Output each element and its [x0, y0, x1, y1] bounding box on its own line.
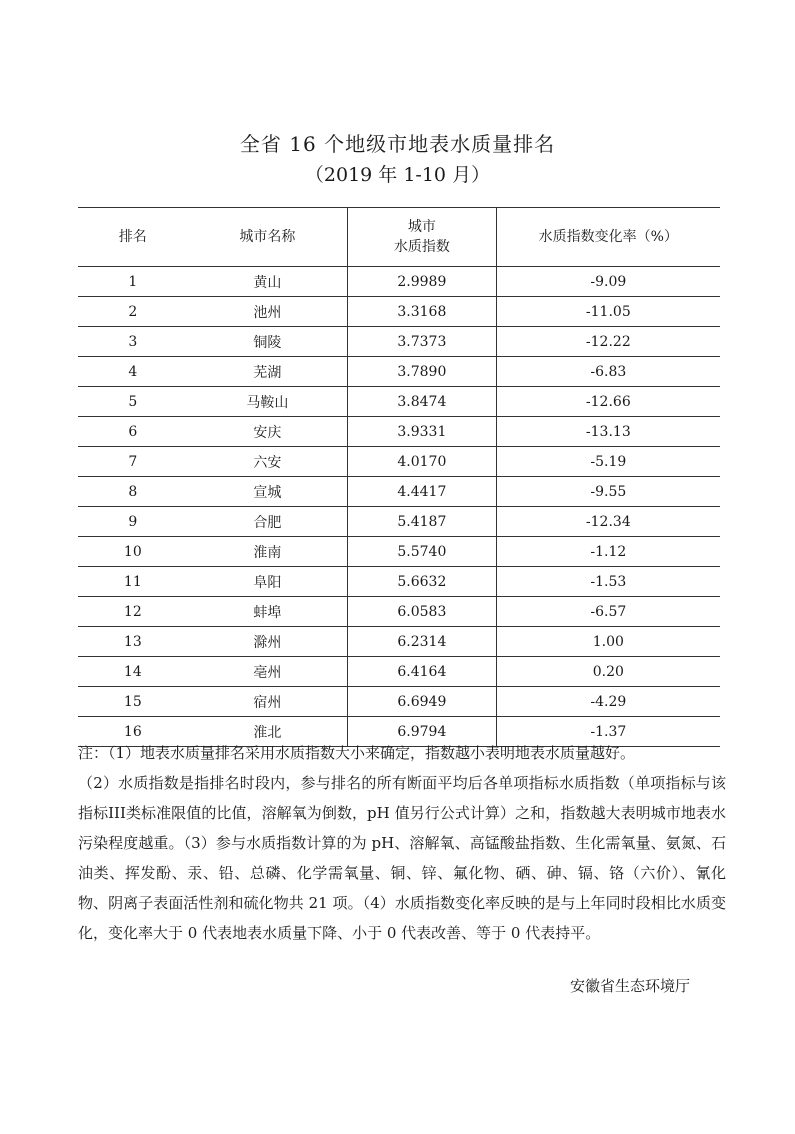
- cell-index: 2.9989: [348, 267, 497, 297]
- cell-rank: 14: [78, 657, 188, 687]
- table-row: [78, 507, 720, 537]
- table-row: [78, 297, 720, 327]
- cell-index: 5.4187: [348, 507, 497, 537]
- cell-rank: 13: [78, 627, 188, 657]
- cell-index: 4.4417: [348, 477, 497, 507]
- table-header-row: [78, 208, 720, 267]
- cell-city: 池州: [188, 297, 348, 327]
- header-index-line2: 水质指数: [393, 239, 450, 255]
- cell-change: -9.55: [496, 477, 720, 507]
- cell-change: -6.83: [496, 357, 720, 387]
- cell-rank: 12: [78, 597, 188, 627]
- cell-change: 0.20: [496, 657, 720, 687]
- cell-index: 3.7373: [348, 327, 497, 357]
- cell-change: -13.13: [496, 417, 720, 447]
- cell-change: 1.00: [496, 627, 720, 657]
- table-row: [78, 267, 720, 297]
- cell-city: 安庆: [188, 417, 348, 447]
- table-row: [78, 537, 720, 567]
- cell-change: -11.05: [496, 297, 720, 327]
- cell-index: 5.6632: [348, 567, 497, 597]
- cell-rank: 1: [78, 267, 188, 297]
- cell-index: 4.0170: [348, 447, 497, 477]
- cell-index: 6.4164: [348, 657, 497, 687]
- header-rank: 排名: [78, 208, 188, 267]
- issuing-department: 安徽省生态环境厅: [569, 977, 690, 995]
- ranking-table: [78, 207, 720, 747]
- cell-change: -12.66: [496, 387, 720, 417]
- cell-index: 3.9331: [348, 417, 497, 447]
- cell-rank: 6: [78, 417, 188, 447]
- cell-city: 亳州: [188, 657, 348, 687]
- cell-rank: 7: [78, 447, 188, 477]
- cell-change: -12.34: [496, 507, 720, 537]
- cell-index: 3.7890: [348, 357, 497, 387]
- table-row: [78, 597, 720, 627]
- cell-index: 6.2314: [348, 627, 497, 657]
- cell-city: 蚌埠: [188, 597, 348, 627]
- cell-change: -9.09: [496, 267, 720, 297]
- cell-city: 淮南: [188, 537, 348, 567]
- cell-city: 滁州: [188, 627, 348, 657]
- table-row: [78, 657, 720, 687]
- table-row: [78, 567, 720, 597]
- cell-change: -1.37: [496, 717, 720, 747]
- cell-index: 6.9794: [348, 717, 497, 747]
- cell-change: -6.57: [496, 597, 720, 627]
- note-paragraph-2: （2）水质指数是指排名时段内，参与排名的所有断面平均后各单项指标水质指数（单项指标与该指标III类标准限值的比值，溶解氧为倒数，pH 值另行公式计算）之和，指数越大表明城市地表水污染程度越重。（3）参与水质指数计算的为 pH、溶解氧、高锰酸盐指数、生化需氧量、氨氮、石油类、挥发酚、汞、铅、总磷、化学需氧量、铜、锌、氟化物、硒、砷、镉、铬（六价）、氰化物、阴离子表面活性剂和硫化物共 21 项。（4）水质指数变化率反映的是与上年同时段相比水质变化，变化率大于 0 代表地表水质量下降、小于 0 代表改善、等于 0 代表持平。: [78, 774, 726, 942]
- note-paragraph-1: 注：（1）地表水质量排名采用水质指数大小来确定，指数越小表明地表水质量越好。: [78, 744, 636, 762]
- cell-rank: 11: [78, 567, 188, 597]
- table-row: [78, 447, 720, 477]
- page-subtitle: （2019 年 1-10 月）: [304, 164, 491, 186]
- cell-city: 宣城: [188, 477, 348, 507]
- cell-city: 淮北: [188, 717, 348, 747]
- cell-rank: 2: [78, 297, 188, 327]
- table-body: [78, 267, 720, 747]
- table-row: [78, 687, 720, 717]
- cell-city: 宿州: [188, 687, 348, 717]
- cell-index: 3.3168: [348, 297, 497, 327]
- cell-city: 芜湖: [188, 357, 348, 387]
- table-row: [78, 627, 720, 657]
- notes: [78, 738, 726, 948]
- cell-index: 5.5740: [348, 537, 497, 567]
- cell-city: 合肥: [188, 507, 348, 537]
- table-row: [78, 357, 720, 387]
- cell-rank: 3: [78, 327, 188, 357]
- cell-rank: 10: [78, 537, 188, 567]
- header-index: [348, 208, 497, 267]
- cell-index: 6.6949: [348, 687, 497, 717]
- cell-city: 马鞍山: [188, 387, 348, 417]
- header-change: 水质指数变化率（%）: [496, 208, 720, 267]
- table-row: [78, 417, 720, 447]
- cell-rank: 16: [78, 717, 188, 747]
- cell-city: 六安: [188, 447, 348, 477]
- cell-change: -1.12: [496, 537, 720, 567]
- page-title: 全省 16 个地级市地表水质量排名: [239, 132, 556, 156]
- cell-change: -4.29: [496, 687, 720, 717]
- cell-rank: 5: [78, 387, 188, 417]
- cell-rank: 9: [78, 507, 188, 537]
- cell-city: 阜阳: [188, 567, 348, 597]
- cell-change: -5.19: [496, 447, 720, 477]
- table-row: [78, 477, 720, 507]
- table-row: [78, 327, 720, 357]
- cell-city: 黄山: [188, 267, 348, 297]
- table-row: [78, 387, 720, 417]
- cell-rank: 4: [78, 357, 188, 387]
- header-city: 城市名称: [188, 208, 348, 267]
- cell-index: 6.0583: [348, 597, 497, 627]
- cell-city: 铜陵: [188, 327, 348, 357]
- cell-change: -12.22: [496, 327, 720, 357]
- header-index-line1: 城市: [407, 219, 436, 235]
- cell-change: -1.53: [496, 567, 720, 597]
- cell-index: 3.8474: [348, 387, 497, 417]
- cell-rank: 8: [78, 477, 188, 507]
- cell-rank: 15: [78, 687, 188, 717]
